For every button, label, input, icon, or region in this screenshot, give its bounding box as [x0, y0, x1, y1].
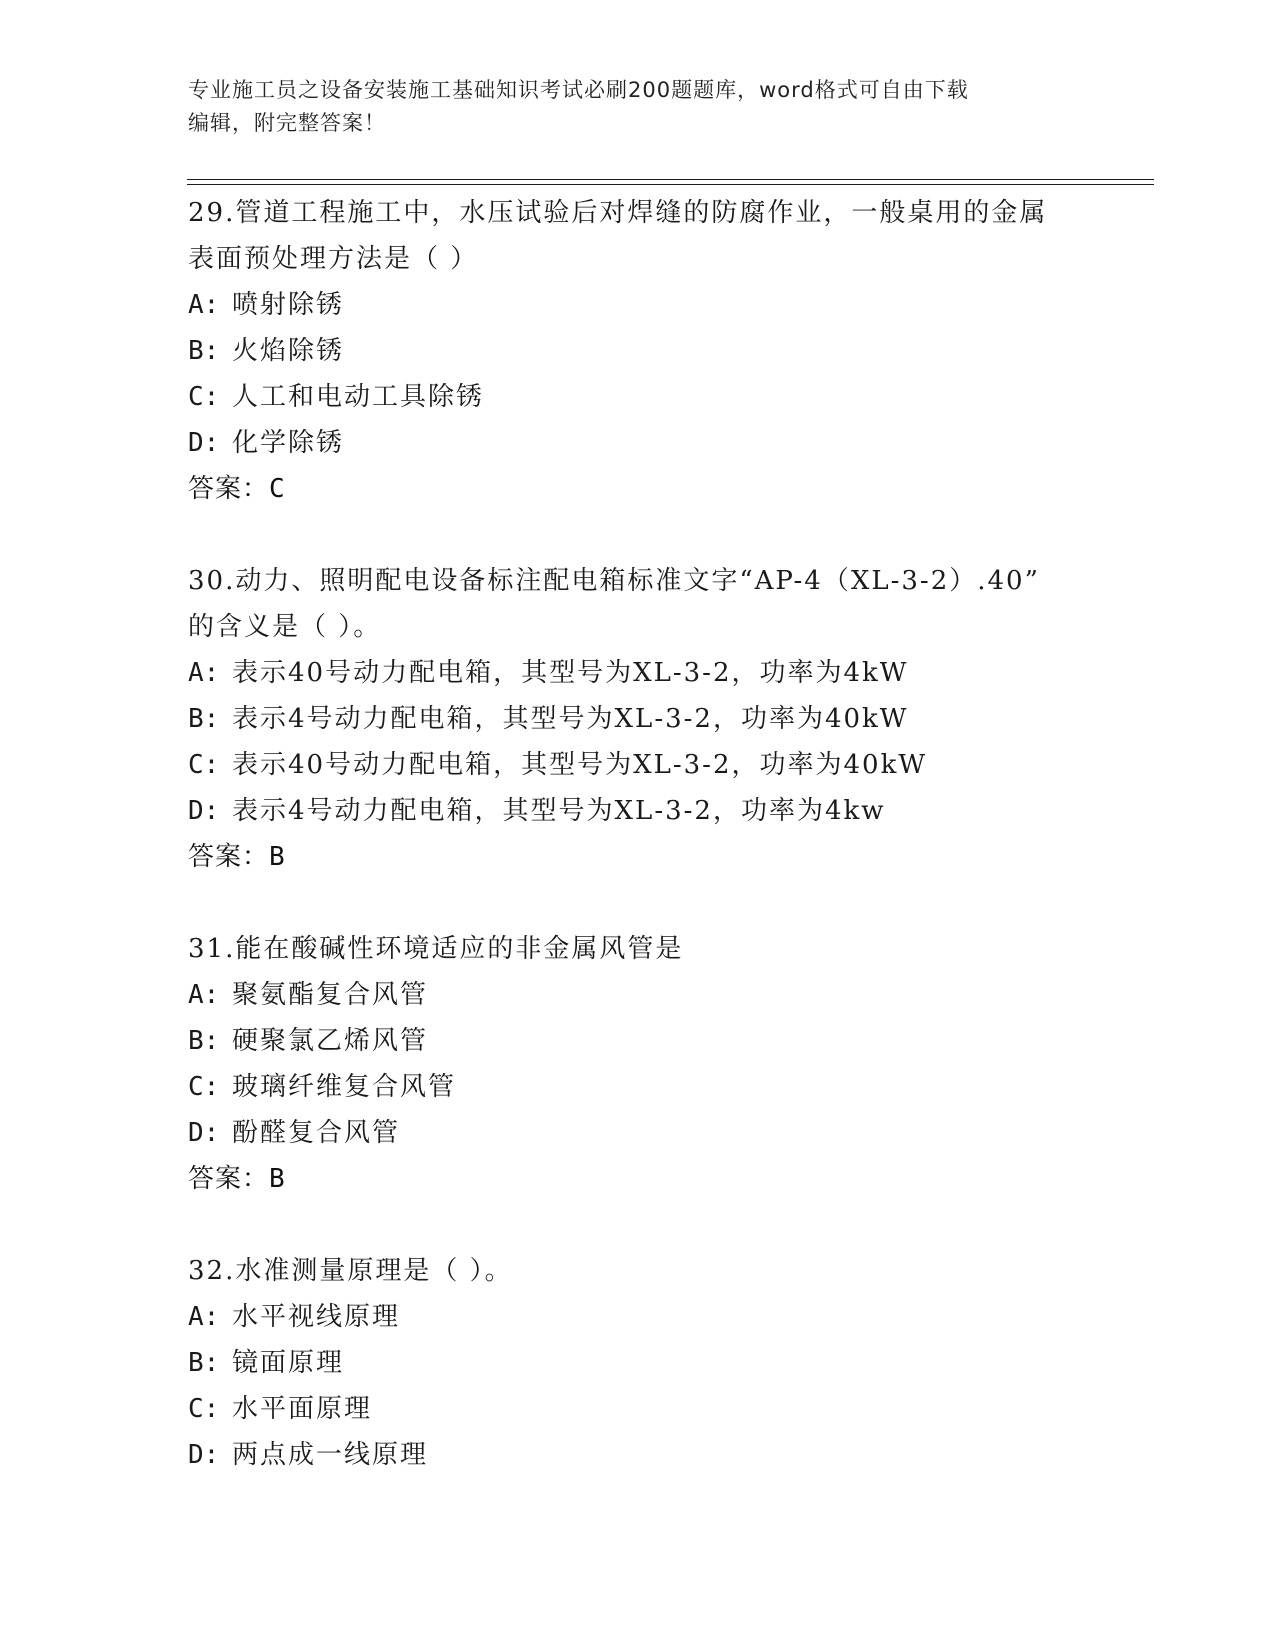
- option-d: [188, 788, 1148, 834]
- header-line-2: 编辑，附完整答案！: [188, 111, 386, 135]
- option-a: [188, 650, 1148, 696]
- option-b: [188, 696, 1148, 742]
- answer-line: [188, 834, 1148, 880]
- option-text: 镜面原理: [232, 1348, 345, 1378]
- option-key: B:: [188, 704, 220, 734]
- option-key: D:: [188, 1440, 220, 1470]
- answer-label: 答案：: [188, 842, 270, 872]
- option-a: [188, 1294, 1148, 1340]
- option-text: 表示4号动力配电箱，其型号为XL-3-2，功率为40kW: [232, 704, 909, 734]
- question-stem-line: 32.水准测量原理是（ ）。: [188, 1256, 513, 1286]
- option-text: 水平面原理: [232, 1394, 373, 1424]
- option-key: A:: [188, 658, 220, 688]
- option-d: [188, 420, 1148, 466]
- spacer: [188, 1202, 1148, 1248]
- answer-label: 答案：: [188, 474, 270, 504]
- option-key: B:: [188, 1026, 220, 1056]
- spacer: [188, 880, 1148, 926]
- option-key: D:: [188, 428, 220, 458]
- option-text: 表示40号动力配电箱，其型号为XL-3-2，功率为40kW: [232, 750, 928, 780]
- option-a: [188, 972, 1148, 1018]
- option-key: C:: [188, 382, 220, 412]
- question-stem-line: 30.动力、照明配电设备标注配电箱标准文字“AP-4（XL-3-2）.40”: [188, 566, 1040, 596]
- option-key: D:: [188, 1118, 220, 1148]
- question-stem-line: 29.管道工程施工中，水压试验后对焊缝的防腐作业，一般桌用的金属: [188, 198, 1048, 228]
- answer-value: B: [269, 842, 286, 872]
- option-text: 酚醛复合风管: [232, 1118, 401, 1148]
- option-key: A:: [188, 290, 220, 320]
- option-key: A:: [188, 980, 220, 1010]
- option-text: 玻璃纤维复合风管: [232, 1072, 457, 1102]
- option-b: [188, 328, 1148, 374]
- option-b: [188, 1018, 1148, 1064]
- header-line-1: 专业施工员之设备安装施工基础知识考试必刷200题题库，word格式可自由下载: [188, 78, 969, 102]
- option-b: [188, 1340, 1148, 1386]
- option-text: 表示4号动力配电箱，其型号为XL-3-2，功率为4kw: [232, 796, 886, 826]
- option-c: [188, 374, 1148, 420]
- option-text: 水平视线原理: [232, 1302, 401, 1332]
- option-text: 硬聚氯乙烯风管: [232, 1026, 429, 1056]
- option-text: 喷射除锈: [232, 290, 345, 320]
- option-key: D:: [188, 796, 220, 826]
- option-key: B:: [188, 1348, 220, 1378]
- question-stem-line: 31.能在酸碱性环境适应的非金属风管是: [188, 934, 684, 964]
- question-29: [188, 190, 1148, 512]
- option-text: 表示40号动力配电箱，其型号为XL-3-2，功率为4kW: [232, 658, 909, 688]
- answer-label: 答案：: [188, 1164, 270, 1194]
- question-30: [188, 558, 1148, 880]
- option-key: A:: [188, 1302, 220, 1332]
- option-c: [188, 1064, 1148, 1110]
- question-stem-line: 的含义是（ ）。: [188, 612, 382, 642]
- header-divider-top: [187, 179, 1154, 180]
- answer-value: B: [269, 1164, 286, 1194]
- option-c: [188, 1386, 1148, 1432]
- option-a: [188, 282, 1148, 328]
- question-stem-line: 表面预处理方法是（ ）: [188, 244, 479, 274]
- question-32: [188, 1248, 1148, 1478]
- option-key: B:: [188, 336, 220, 366]
- option-text: 火焰除锈: [232, 336, 345, 366]
- option-text: 聚氨酯复合风管: [232, 980, 429, 1010]
- option-text: 两点成一线原理: [232, 1440, 429, 1470]
- header-divider-bottom: [187, 184, 1154, 185]
- option-text: 人工和电动工具除锈: [232, 382, 485, 412]
- option-text: 化学除锈: [232, 428, 345, 458]
- answer-value: C: [269, 474, 286, 504]
- option-key: C:: [188, 1394, 220, 1424]
- answer-line: [188, 1156, 1148, 1202]
- answer-line: [188, 466, 1148, 512]
- option-key: C:: [188, 750, 220, 780]
- spacer: [188, 512, 1148, 558]
- option-d: [188, 1432, 1148, 1478]
- option-key: C:: [188, 1072, 220, 1102]
- document-header: [188, 74, 1088, 140]
- option-d: [188, 1110, 1148, 1156]
- question-31: [188, 926, 1148, 1202]
- question-list: [188, 190, 1148, 1478]
- option-c: [188, 742, 1148, 788]
